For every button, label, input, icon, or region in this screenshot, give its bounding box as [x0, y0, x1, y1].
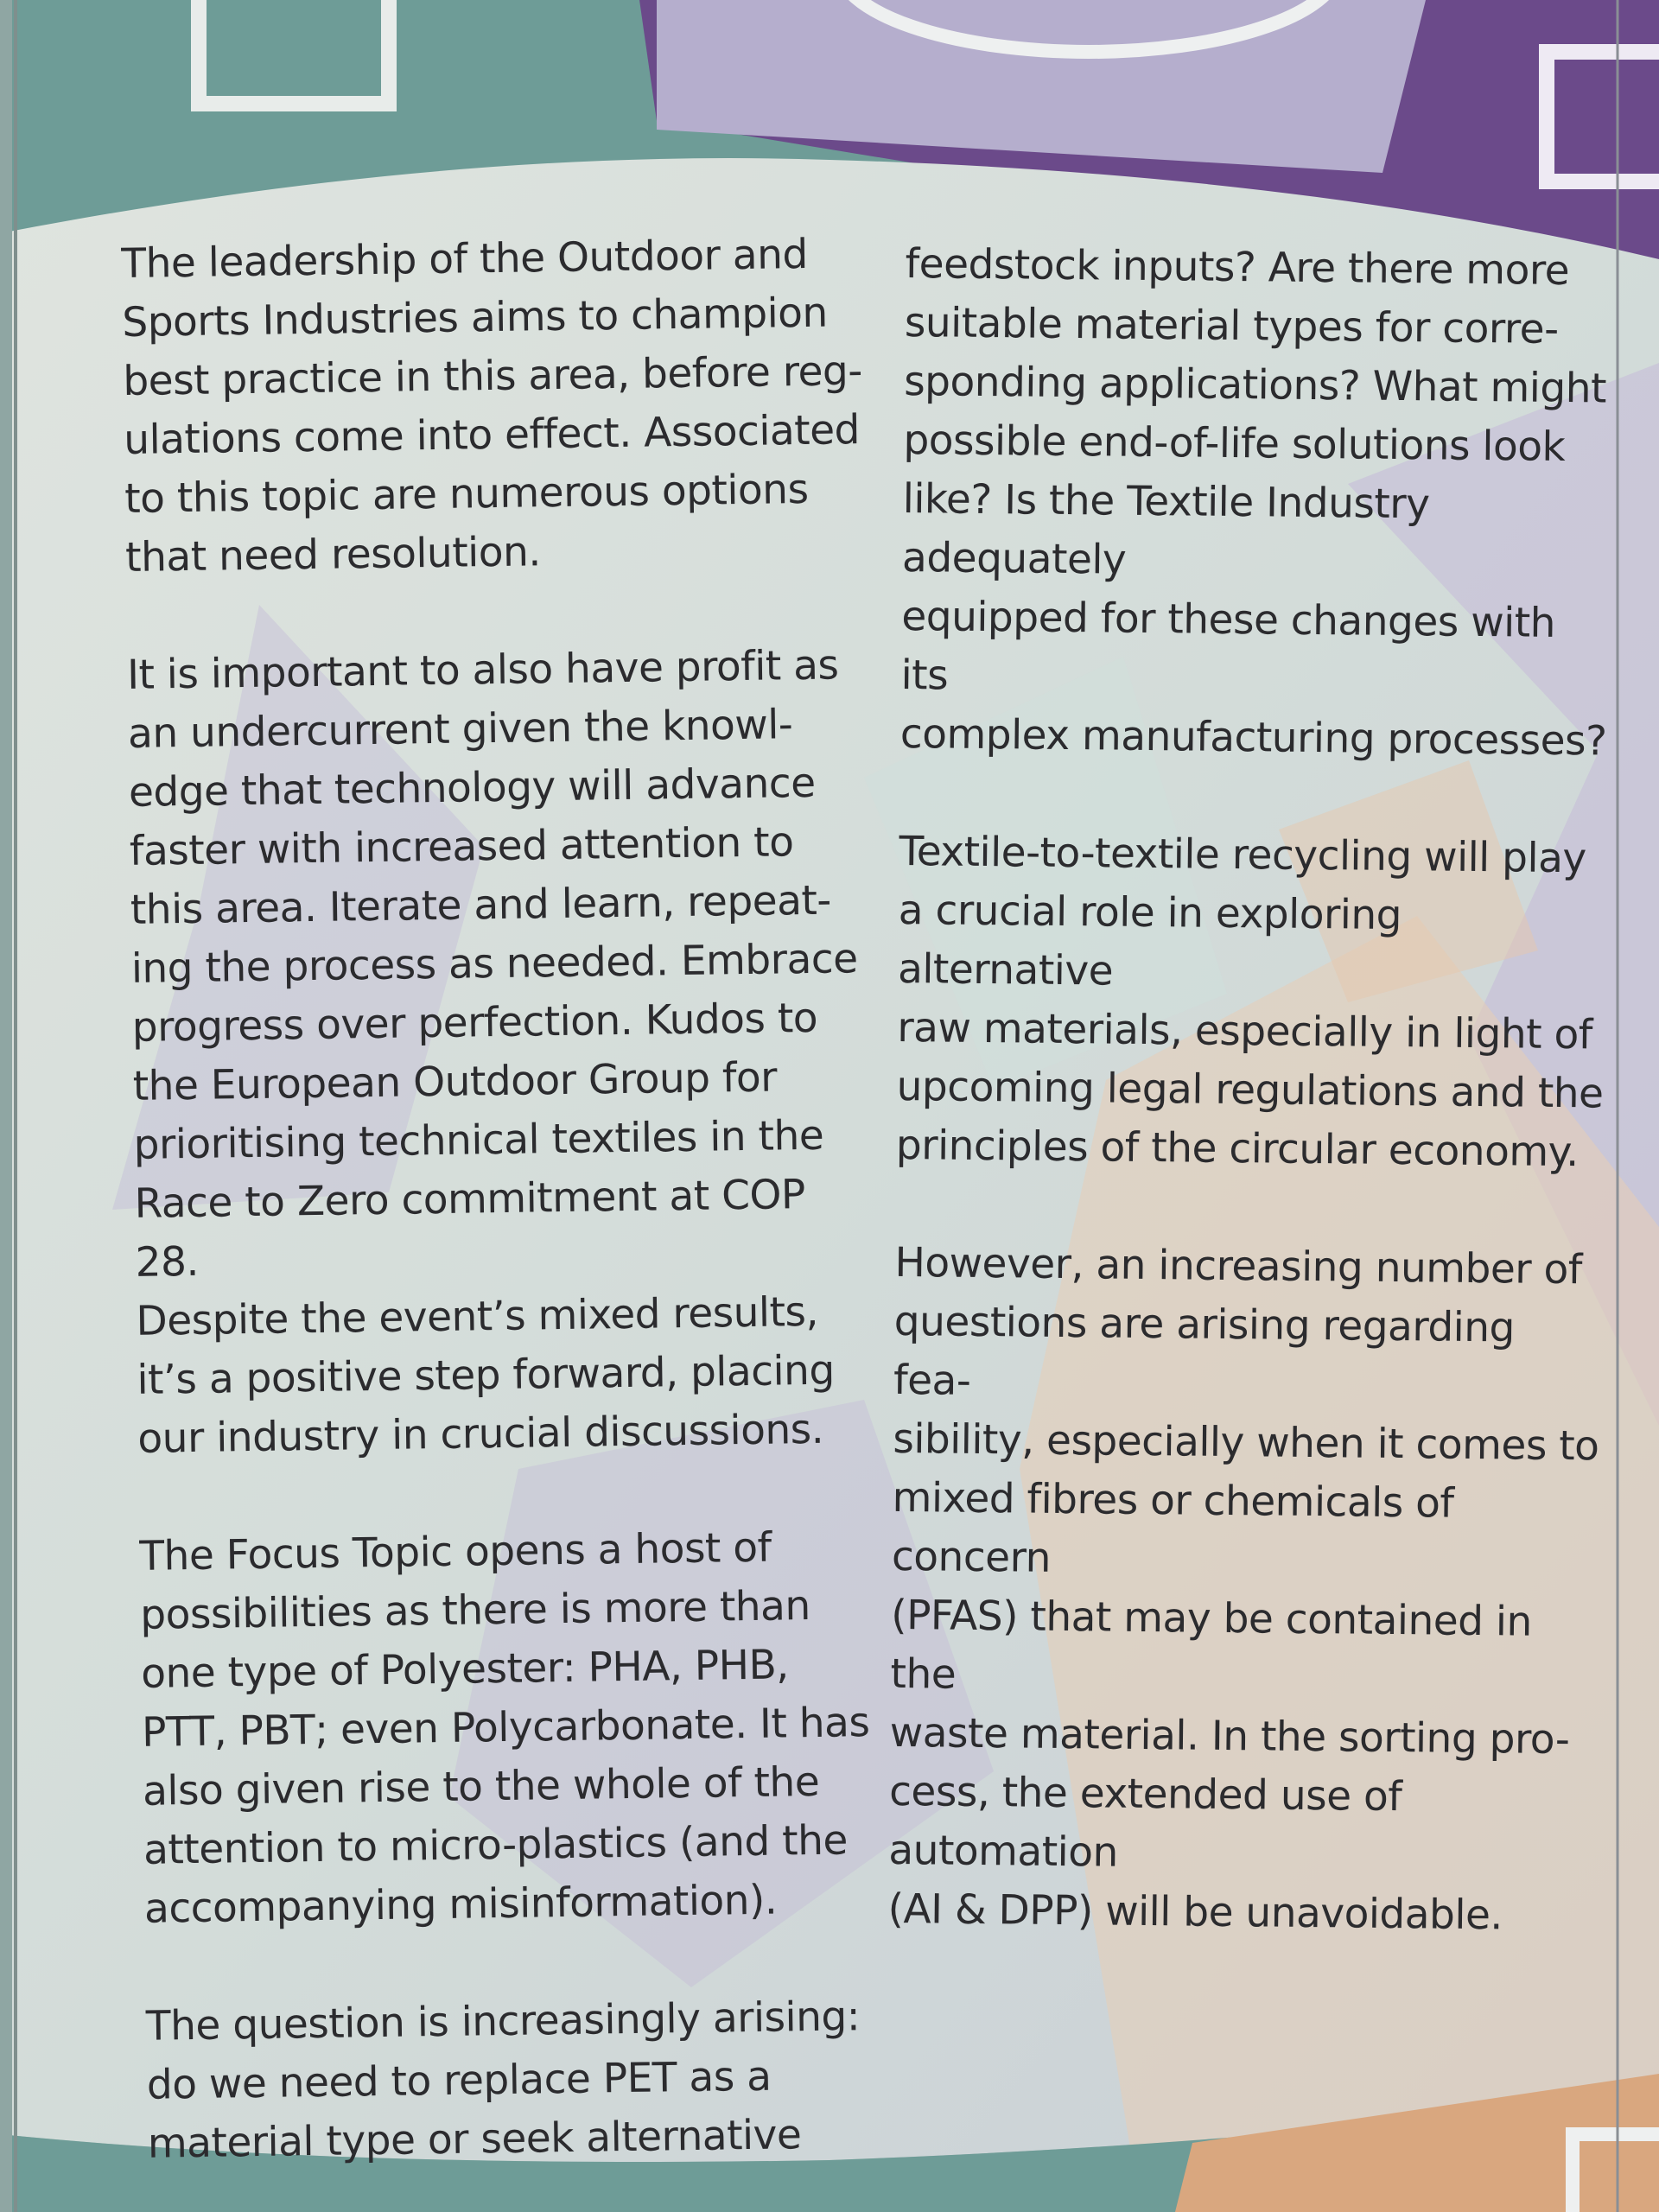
left-frame-edge: [0, 0, 12, 2212]
left-text-column: [121, 225, 891, 2174]
right-paragraph-3: However, an increasing number of questions are arising regarding fea- sibility, especially when it comes to mixed fibres or chemicals of concern (PFAS) that may be contained in the waste material. In the sorting pro- cess, the extended use of automation (AI & DPP) will be unavoidable.: [887, 1238, 1599, 1940]
right-paragraph-2: Textile-to-textile recycling will play a crucial role in exploring alternative raw materials, especially in light of upcoming legal regulations and the principles of the circular economy.: [895, 827, 1604, 1177]
right-paragraph-1: feedstock inputs? Are there more suitable material types for corre- sponding applications? What might possible end-of-life solutions look like? Is the Textile Industry adequately equipped for these changes with its complex manufacturing processes?: [899, 239, 1607, 766]
left-paragraph-3: The Focus Topic opens a host of possibilities as there is more than one type of Polyester: PHA, PHB, PTT, PBT; even Polycarbonate. It has also given rise to the whole of the attention to micro-plastics (and the accompanying misinformation).: [138, 1523, 870, 1933]
right-text-column: [887, 235, 1614, 1946]
left-paragraph-2: It is important to also have profit as an undercurrent given the knowl- edge that technology will advance faster with increased attention to this area. Iterate and learn, repeat- ing the process as needed. Embrace progress over perfection. Kudos to the European Outdoor Group for prioritising technical textiles in the Race to Zero commitment at COP 28. Despite the event’s mixed results, it’s a positive step forward, placing our industry in crucial discussions.: [126, 641, 858, 1463]
left-paragraph-1: The leadership of the Outdoor and Sports Industries aims to champion best practice in this area, before reg- ulations come into effect. Associated to this topic are numerous options that need resolution.: [121, 230, 863, 582]
left-paragraph-4: The question is increasingly arising: do we need to replace PET as a material type or seek alternative: [145, 1993, 861, 2168]
